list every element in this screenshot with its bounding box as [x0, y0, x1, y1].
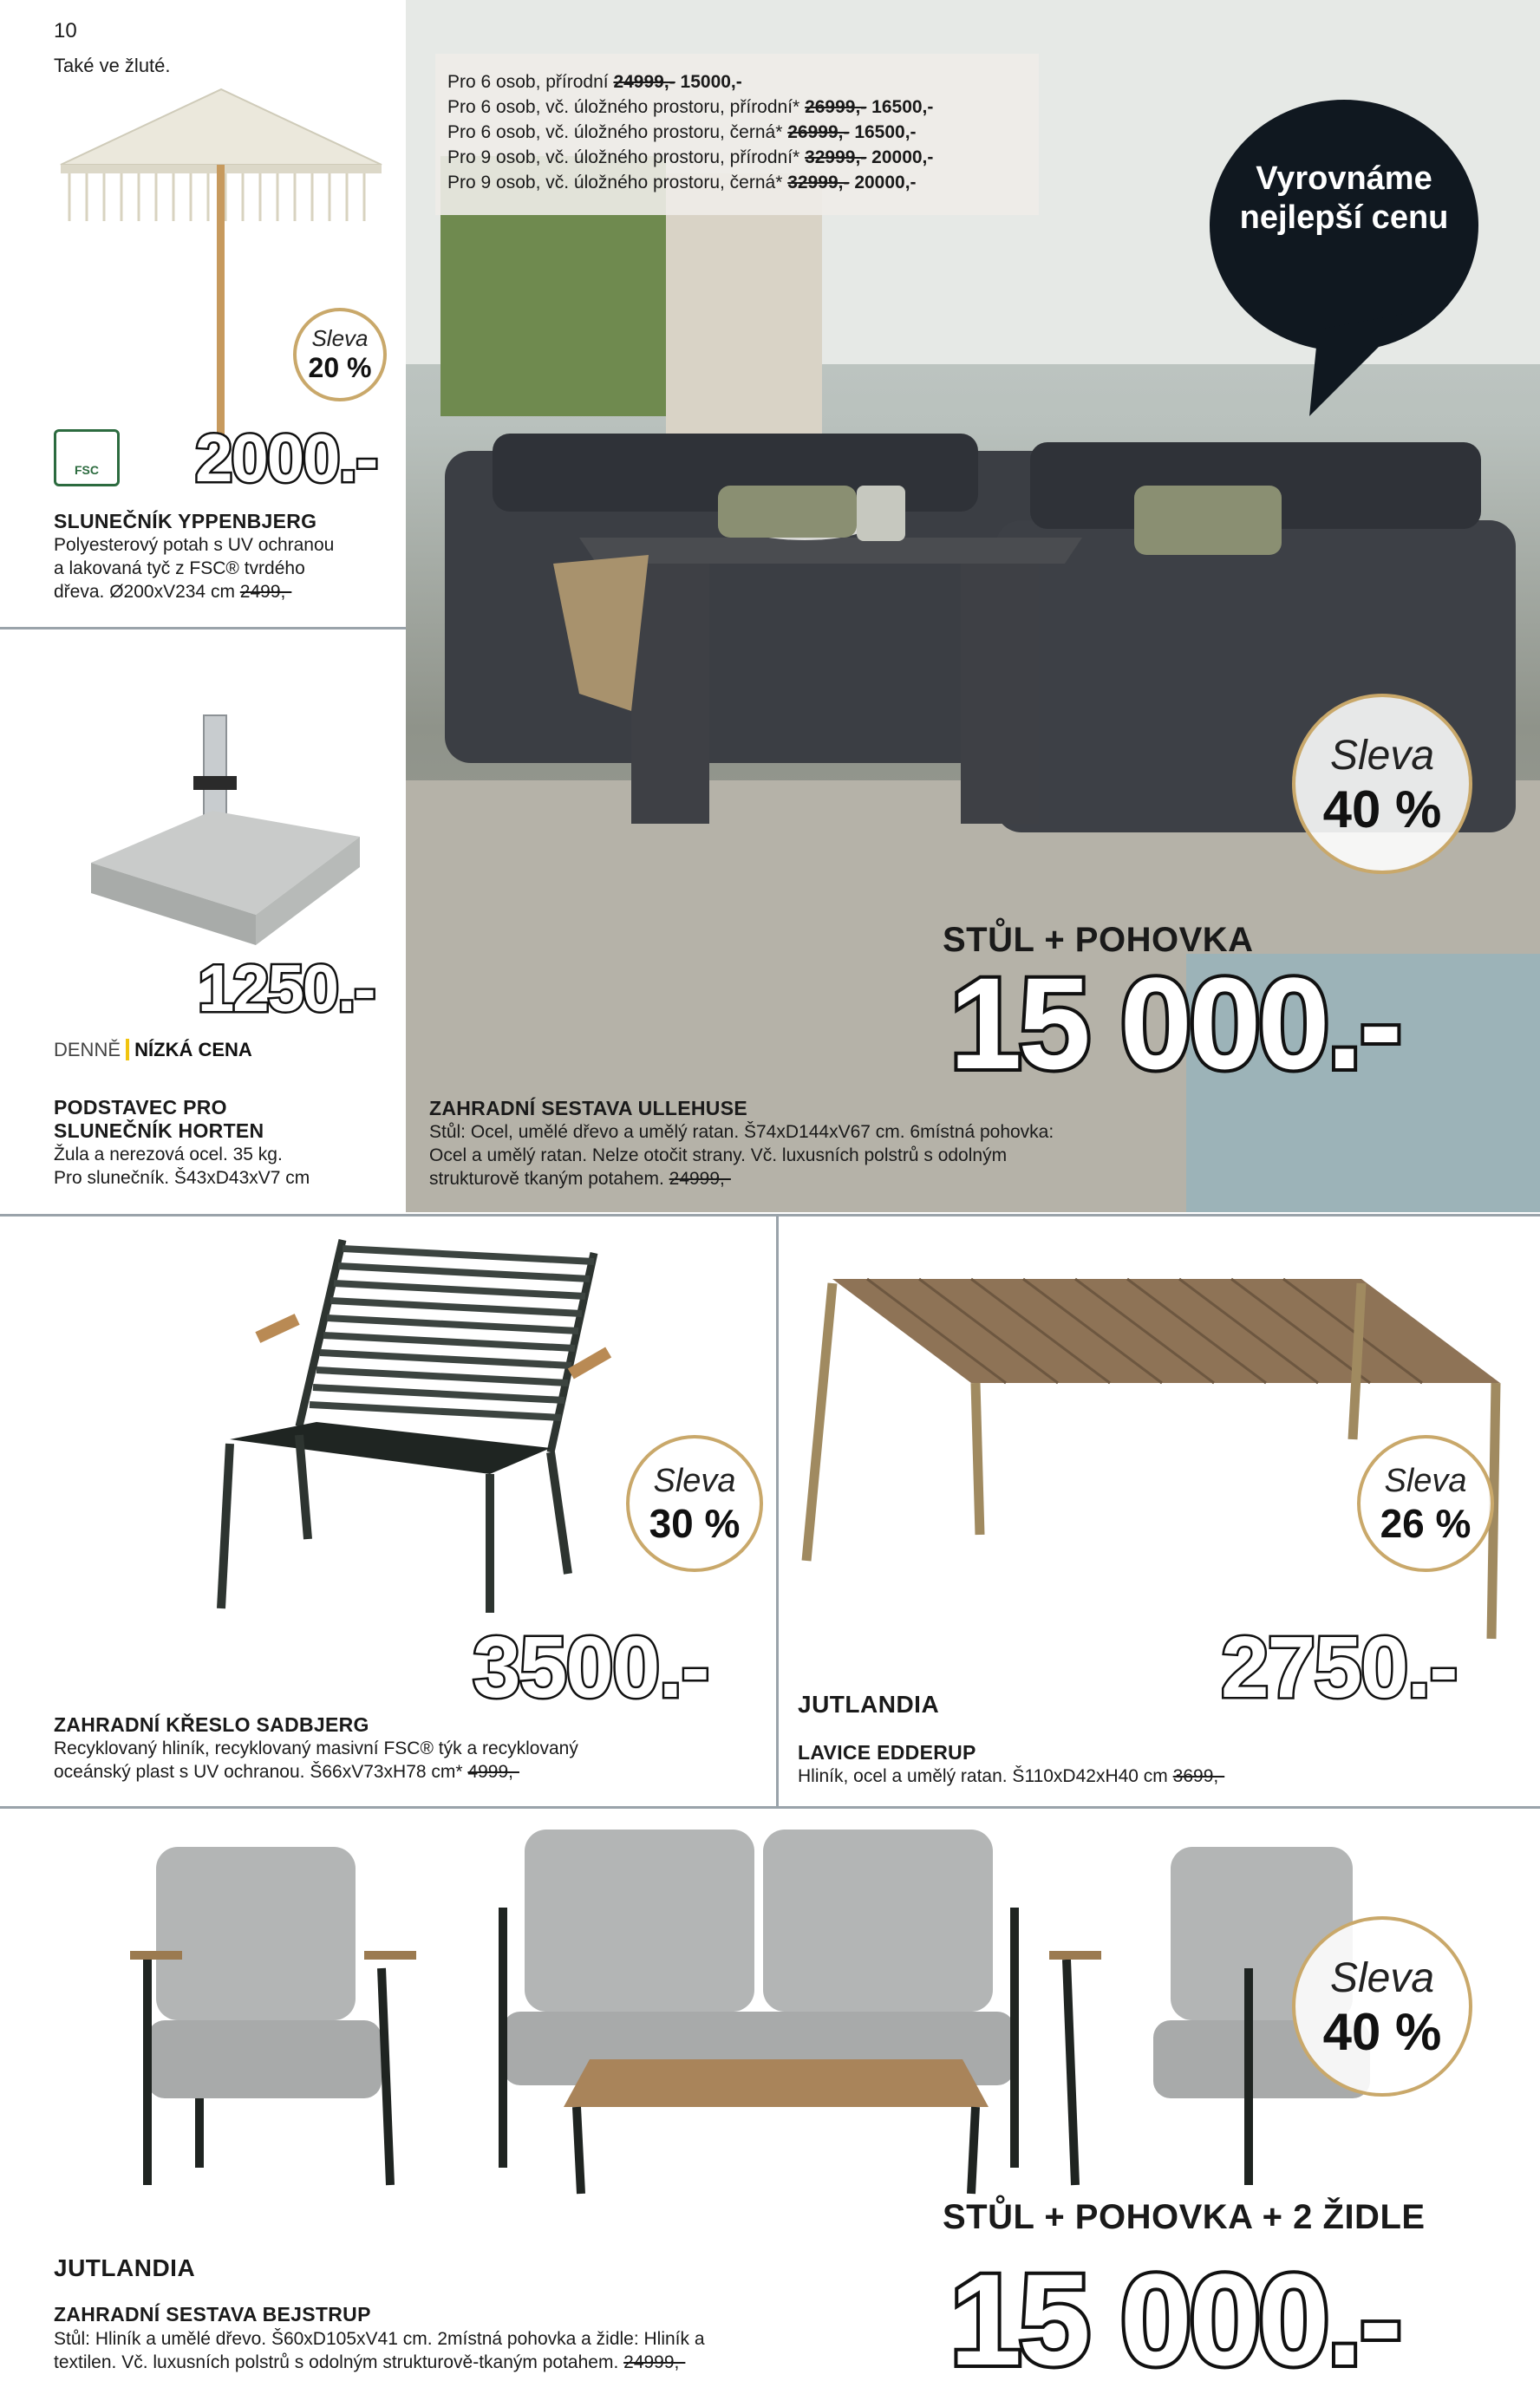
- chair-title: ZAHRADNÍ KŘESLO SADBJERG: [54, 1713, 369, 1736]
- badge-label: Sleva: [1384, 1463, 1467, 1499]
- ullehuse-desc-3: [429, 1167, 731, 1190]
- jutlandia-logo-bejstrup: JUTLANDIA: [54, 2254, 196, 2281]
- low-price-logo: [54, 1039, 252, 1061]
- divider-bottom: [0, 1806, 1540, 1809]
- badge-label: Sleva: [653, 1463, 736, 1499]
- variant-text: Pro 9 osob, vč. úložného prostoru, přírodní*: [447, 147, 800, 167]
- badge-percent: 26 %: [1380, 1501, 1471, 1546]
- bejstrup-desc-1: Stůl: Hliník a umělé dřevo. Š60xD105xV41 cm. 2místná pohovka a židle: Hliník a: [54, 2329, 705, 2349]
- chair-image: [204, 1227, 620, 1617]
- bejstrup-old-price: 24999,-: [623, 2352, 686, 2372]
- speech-bubble-shape: [1205, 95, 1491, 425]
- bejstrup-image: [130, 1821, 1387, 2202]
- badge-label: Sleva: [1329, 733, 1435, 779]
- variant-old-price: 26999,-: [787, 122, 850, 142]
- discount-badge-ullehuse: [1292, 694, 1472, 874]
- badge-percent: 20 %: [308, 352, 372, 383]
- color-note: Také ve žluté.: [54, 55, 171, 76]
- variant-old-price: 24999,-: [613, 72, 675, 92]
- variant-old-price: 32999,-: [787, 173, 850, 192]
- stand-desc-2: Pro slunečník. Š43xD43xV7 cm: [54, 1168, 310, 1188]
- variant-new-price: 16500,-: [871, 97, 934, 117]
- best-price-bubble: [1205, 95, 1491, 373]
- umbrella-desc-3-text: dřeva. Ø200xV234 cm: [54, 582, 235, 602]
- divider-vertical: [776, 1217, 779, 1806]
- variant-new-price: 16500,-: [854, 122, 917, 142]
- umbrella-desc-3: [54, 580, 291, 603]
- divider-umbrella: [0, 627, 406, 629]
- bubble-line-1: Vyrovnáme: [1256, 160, 1432, 197]
- ullehuse-desc-3-text: strukturově tkaným potahem.: [429, 1169, 664, 1189]
- chair-desc-2: [54, 1760, 519, 1784]
- badge-percent: 40 %: [1322, 2003, 1442, 2061]
- bejstrup-title: ZAHRADNÍ SESTAVA BEJSTRUP: [54, 2303, 371, 2325]
- badge-label: Sleva: [311, 325, 369, 351]
- ullehuse-old-price: 24999,-: [669, 1169, 731, 1189]
- fsc-logo-text: FSC: [75, 463, 99, 477]
- variant-text: Pro 9 osob, vč. úložného prostoru, černá*: [447, 173, 783, 192]
- badge-label: Sleva: [1329, 1955, 1435, 2001]
- bejstrup-price: 15 000.-: [949, 2247, 1400, 2392]
- low-price-label-a: DENNĚ: [54, 1039, 121, 1060]
- variant-text: Pro 6 osob, přírodní: [447, 72, 609, 92]
- variant-text: Pro 6 osob, vč. úložného prostoru, přírodní*: [447, 97, 800, 117]
- bubble-line-2: nejlepší cenu: [1239, 199, 1449, 236]
- bench-title: LAVICE EDDERUP: [798, 1741, 976, 1764]
- fsc-logo: [54, 429, 120, 486]
- umbrella-old-price: 2499,-: [239, 582, 292, 602]
- variant-row: [447, 145, 933, 171]
- variant-row: [447, 69, 742, 95]
- ullehuse-price: 15 000.-: [949, 950, 1400, 1096]
- chair-price: 3500.-: [473, 1619, 708, 1716]
- variant-old-price: 32999,-: [805, 147, 867, 167]
- chair-desc-1: Recyklovaný hliník, recyklovaný masivní FSC® týk a recyklovaný: [54, 1738, 578, 1758]
- variant-row: [447, 95, 933, 121]
- variant-row: [447, 120, 917, 146]
- variant-old-price: 26999,-: [805, 97, 867, 117]
- discount-badge-bench: [1357, 1435, 1494, 1572]
- ullehuse-desc-1: Stůl: Ocel, umělé dřevo a umělý ratan. Š74xD144xV67 cm. 6místná pohovka:: [429, 1122, 1054, 1142]
- bench-desc-1-text: Hliník, ocel a umělý ratan. Š110xD42xH40 cm: [798, 1766, 1168, 1786]
- discount-badge-umbrella: [293, 308, 387, 401]
- bejstrup-desc-2-text: textilen. Vč. luxusních polstrů s odolným strukturově-tkaným potahem.: [54, 2352, 619, 2372]
- variant-new-price: 15000,-: [680, 72, 742, 92]
- divider-middle: [0, 1214, 1540, 1217]
- variant-row: [447, 170, 917, 196]
- variant-new-price: 20000,-: [871, 147, 934, 167]
- stand-title-2: SLUNEČNÍK HORTEN: [54, 1119, 264, 1142]
- bejstrup-headline: STŮL + POHOVKA + 2 ŽIDLE: [943, 2198, 1426, 2236]
- bench-price: 2750.-: [1221, 1619, 1457, 1716]
- umbrella-title: SLUNEČNÍK YPPENBJERG: [54, 510, 317, 532]
- ullehuse-title: ZAHRADNÍ SESTAVA ULLEHUSE: [429, 1097, 747, 1119]
- badge-percent: 30 %: [649, 1501, 741, 1546]
- umbrella-stand-image: [82, 707, 369, 949]
- variants-box: [435, 54, 1039, 215]
- variant-new-price: 20000,-: [854, 173, 917, 192]
- ullehuse-headline: STŮL + POHOVKA: [943, 921, 1254, 959]
- jutlandia-logo-bench: JUTLANDIA: [798, 1691, 940, 1718]
- chair-desc-2-text: oceánský plast s UV ochranou. Š66xV73xH78 cm*: [54, 1762, 463, 1782]
- chair-old-price: 4999,-: [467, 1762, 519, 1782]
- variant-text: Pro 6 osob, vč. úložného prostoru, černá*: [447, 122, 783, 142]
- discount-badge-bejstrup: [1292, 1916, 1472, 2097]
- discount-badge-chair: [626, 1435, 763, 1572]
- bench-desc-1: [798, 1764, 1224, 1788]
- ullehuse-desc-2: Ocel a umělý ratan. Nelze otočit strany. Vč. luxusních polstrů s odolným: [429, 1145, 1008, 1165]
- bejstrup-desc-2: [54, 2351, 685, 2374]
- low-price-label-b: NÍZKÁ CENA: [126, 1039, 252, 1060]
- stand-desc-1: Žula a nerezová ocel. 35 kg.: [54, 1145, 283, 1164]
- bench-old-price: 3699,-: [1172, 1766, 1225, 1786]
- page-number: 10: [54, 19, 77, 42]
- umbrella-desc-2: a lakovaná tyč z FSC® tvrdého: [54, 558, 305, 578]
- stand-title-1: PODSTAVEC PRO: [54, 1096, 227, 1119]
- stand-price: 1250.-: [198, 952, 375, 1026]
- umbrella-desc-1: Polyesterový potah s UV ochranou: [54, 535, 335, 555]
- umbrella-price: 2000.-: [195, 420, 377, 496]
- badge-percent: 40 %: [1322, 780, 1442, 838]
